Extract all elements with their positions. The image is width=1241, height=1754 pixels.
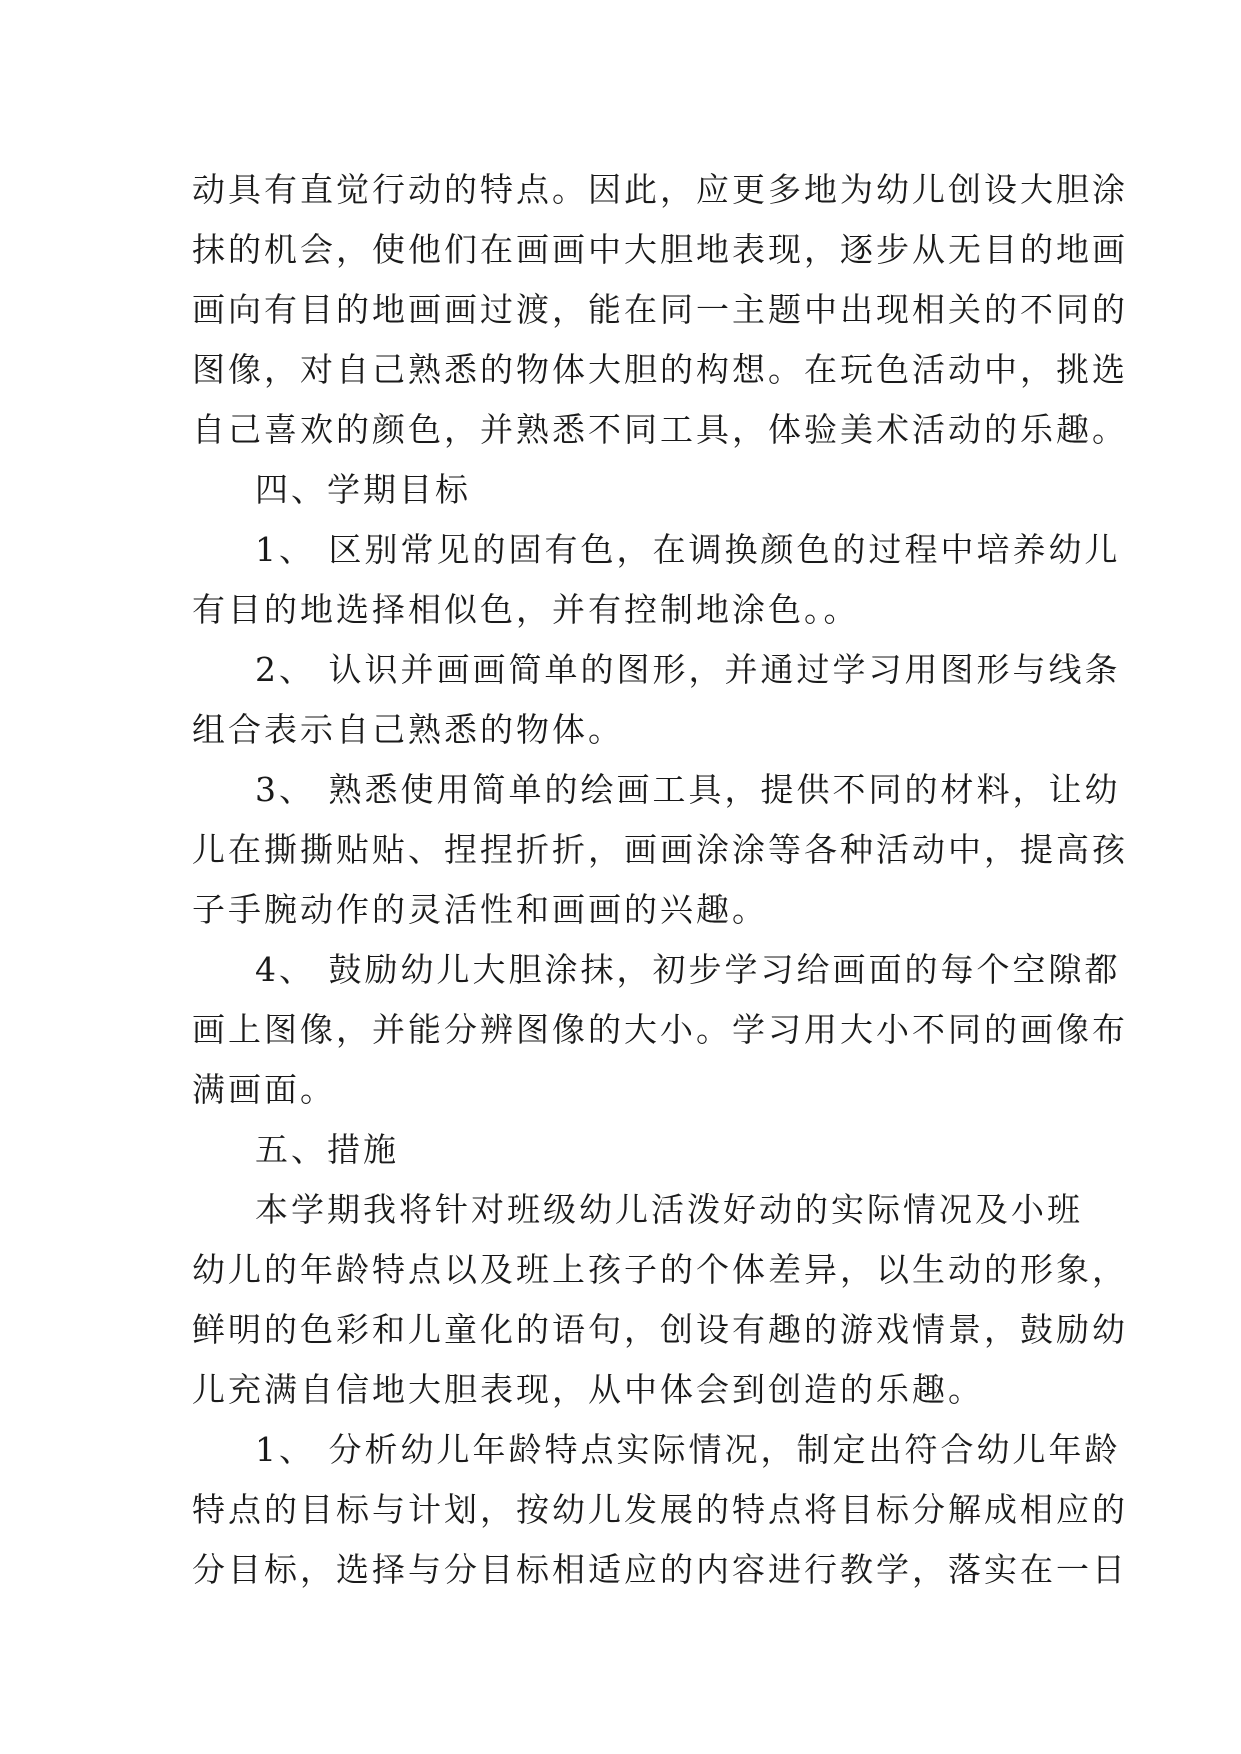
paragraph-first-line: 本学期我将针对班级幼儿活泼好动的实际情况及小班 [255, 1190, 1083, 1229]
text-line: 子手腕动作的灵活性和画画的兴趣。 [192, 890, 768, 929]
text-line: 分目标，选择与分目标相适应的内容进行教学，落实在一日 [192, 1550, 1128, 1589]
section-heading: 四、学期目标 [255, 470, 471, 509]
text-line: 抹的机会，使他们在画画中大胆地表现，逐步从无目的地画 [192, 230, 1128, 269]
text-line: 儿在撕撕贴贴、捏捏折折，画画涂涂等各种活动中，提高孩 [192, 830, 1128, 869]
text-line: 儿充满自信地大胆表现，从中体会到创造的乐趣。 [192, 1370, 984, 1409]
list-item-line: 1、 区别常见的固有色，在调换颜色的过程中培养幼儿 [255, 530, 1121, 569]
section-heading: 五、措施 [255, 1130, 399, 1169]
text-line: 图像，对自己熟悉的物体大胆的构想。在玩色活动中，挑选 [192, 350, 1128, 389]
text-line: 组合表示自己熟悉的物体。 [192, 710, 624, 749]
list-item-line: 4、 鼓励幼儿大胆涂抹，初步学习给画面的每个空隙都 [255, 950, 1121, 989]
text-line: 动具有直觉行动的特点。因此，应更多地为幼儿创设大胆涂 [192, 170, 1128, 209]
list-item-line: 2、 认识并画画简单的图形，并通过学习用图形与线条 [255, 650, 1121, 689]
document-body [192, 160, 1128, 1600]
text-line: 画向有目的地画画过渡，能在同一主题中出现相关的不同的 [192, 290, 1128, 329]
text-line: 自己喜欢的颜色，并熟悉不同工具，体验美术活动的乐趣。 [192, 410, 1128, 449]
list-item-line: 1、 分析幼儿年龄特点实际情况，制定出符合幼儿年龄 [255, 1430, 1121, 1469]
text-line: 幼儿的年龄特点以及班上孩子的个体差异，以生动的形象， [192, 1250, 1128, 1289]
text-line: 画上图像，并能分辨图像的大小。学习用大小不同的画像布 [192, 1010, 1128, 1049]
text-line: 特点的目标与计划，按幼儿发展的特点将目标分解成相应的 [192, 1490, 1128, 1529]
list-item-line: 3、 熟悉使用简单的绘画工具，提供不同的材料，让幼 [255, 770, 1121, 809]
text-line: 满画面。 [192, 1070, 336, 1109]
text-line: 有目的地选择相似色，并有控制地涂色。。 [192, 590, 860, 629]
text-line: 鲜明的色彩和儿童化的语句，创设有趣的游戏情景，鼓励幼 [192, 1310, 1128, 1349]
